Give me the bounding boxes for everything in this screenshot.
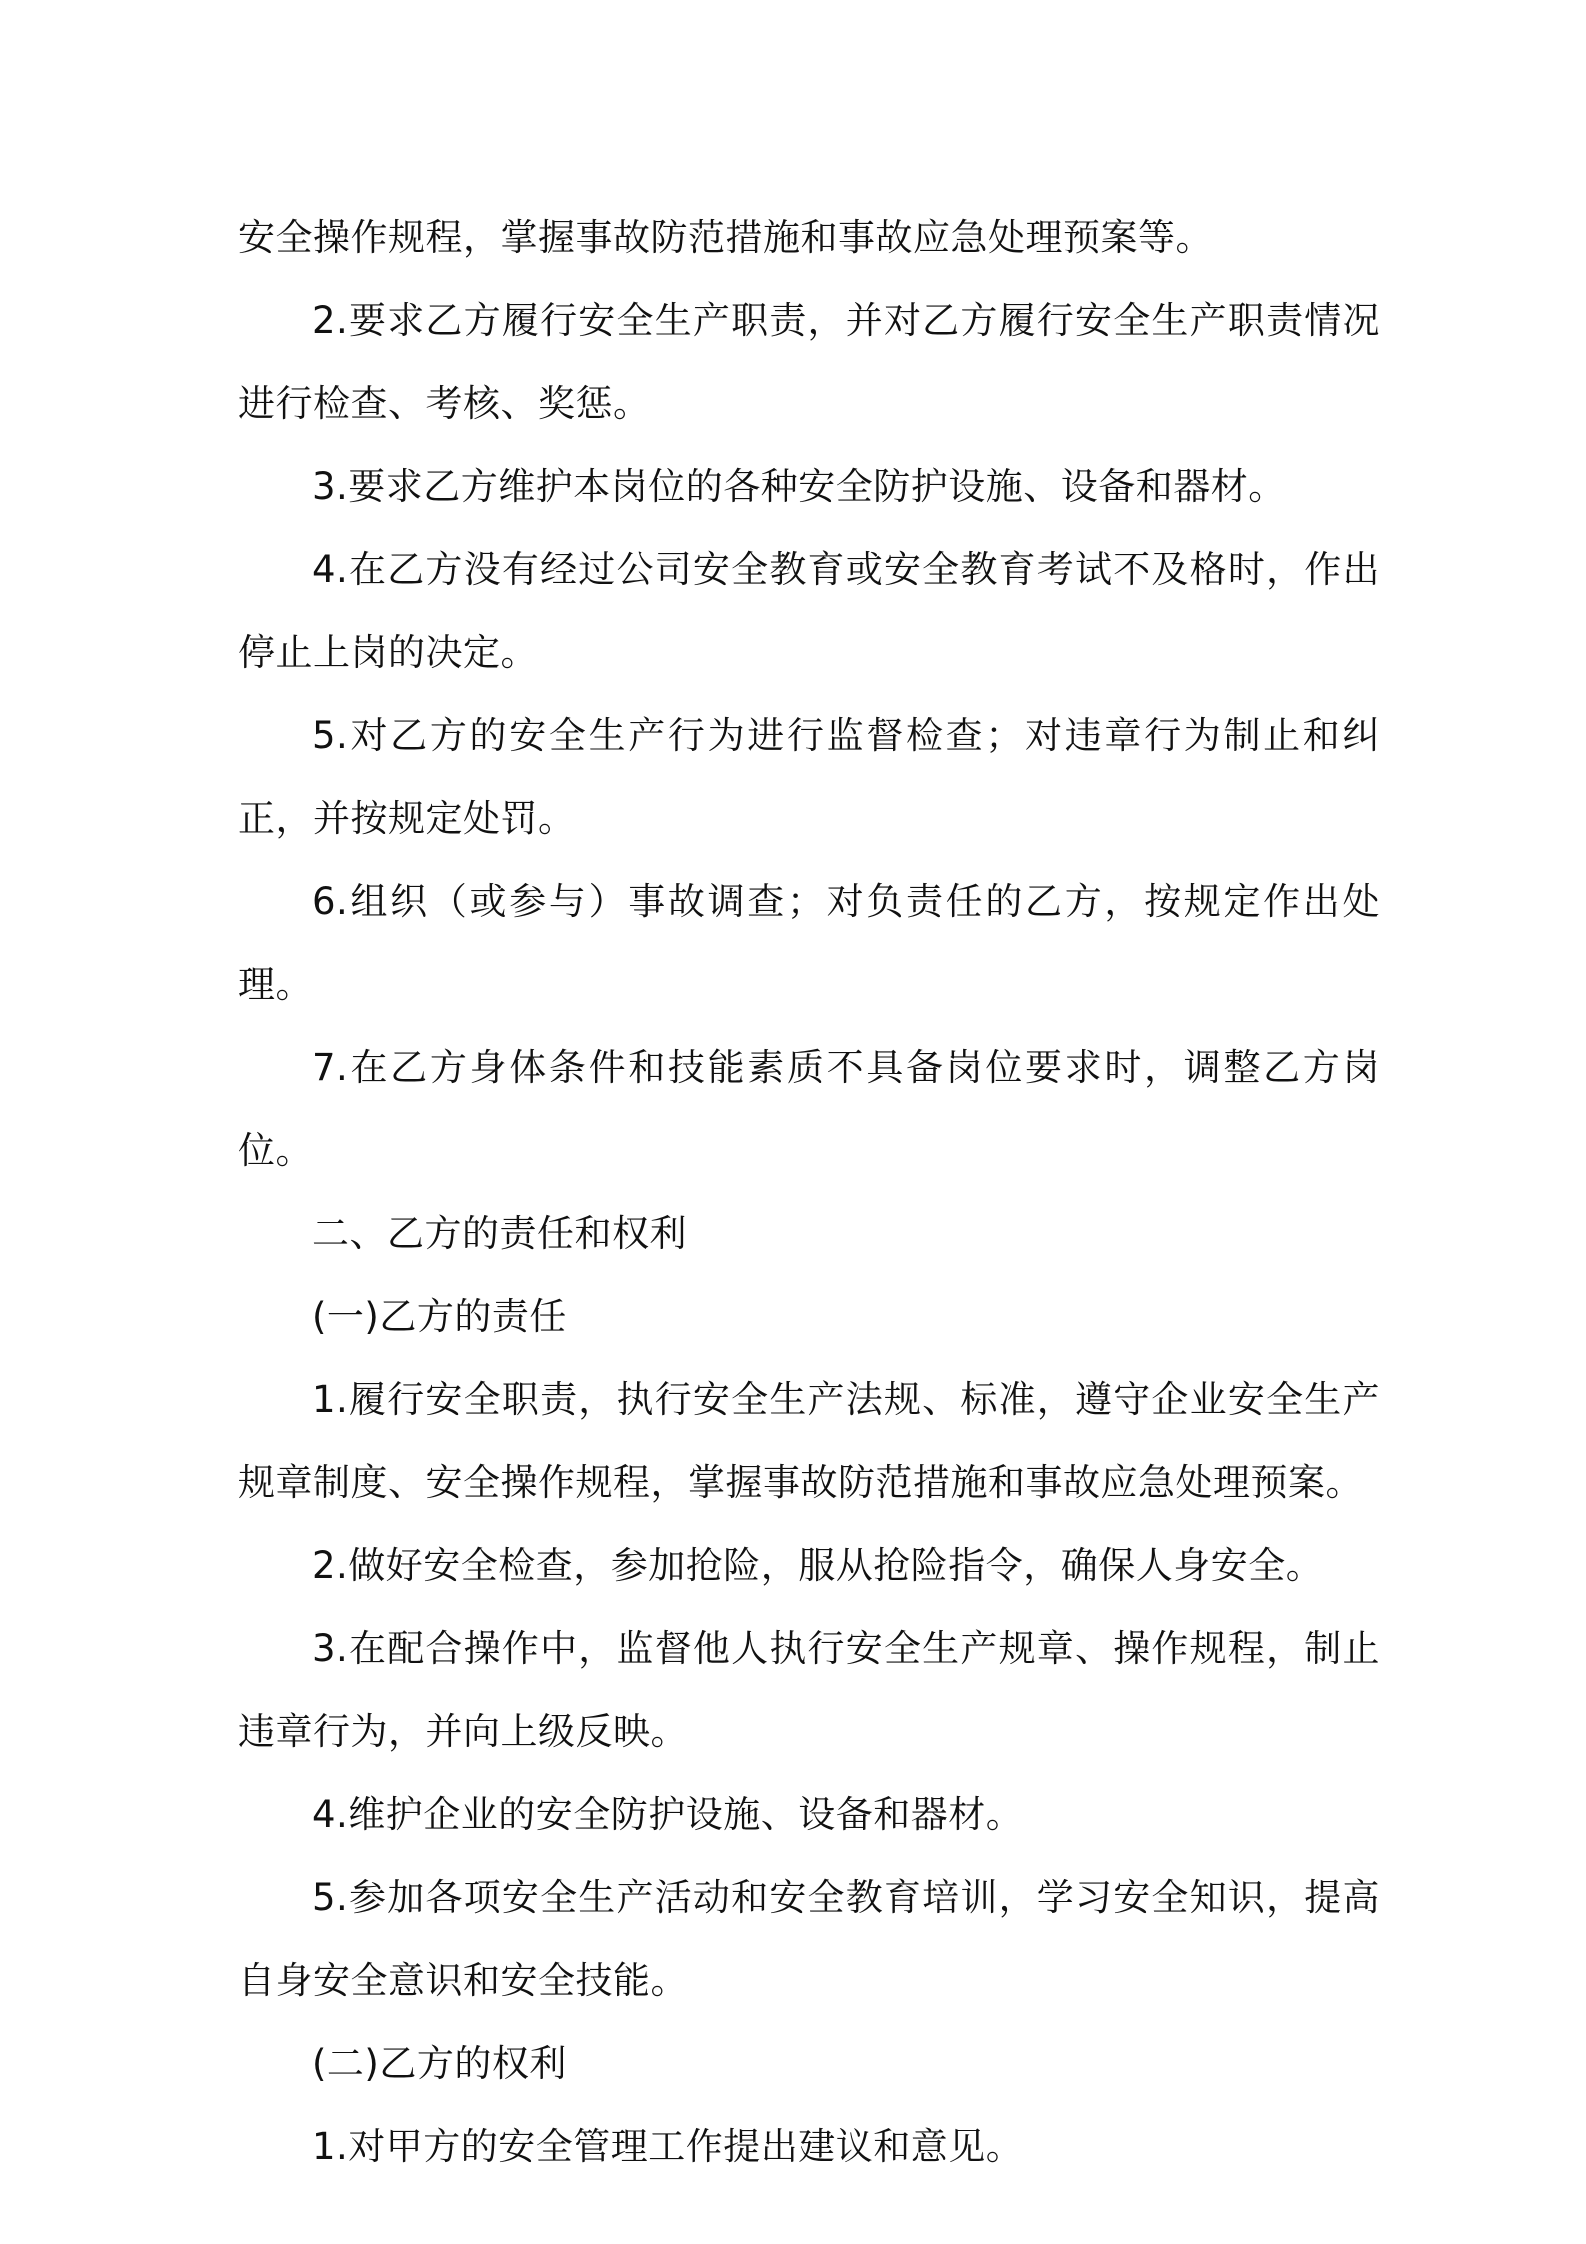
paragraph-13: 4.维护企业的安全防护设施、设备和器材。	[312, 1793, 1024, 1836]
paragraph-10: 1.履行安全职责，执行安全生产法规、标准，遵守企业安全生产规章制度、安全操作规程，掌握事故防范措施和事故应急处理预案。	[238, 1378, 1380, 1504]
paragraph-5: 5.对乙方的安全生产行为进行监督检查；对违章行为制止和纠正，并按规定处罚。	[238, 714, 1380, 840]
paragraph-14: 5.参加各项安全生产活动和安全教育培训，学习安全知识，提高自身安全意识和安全技能。	[238, 1876, 1380, 2002]
paragraph-7: 7.在乙方身体条件和技能素质不具备岗位要求时，调整乙方岗位。	[238, 1046, 1380, 1172]
paragraph-6: 6.组织（或参与）事故调查；对负责任的乙方，按规定作出处理。	[238, 880, 1380, 1006]
paragraph-3: 3.要求乙方维护本岗位的各种安全防护设施、设备和器材。	[312, 465, 1286, 508]
section-heading-party-b: 二、乙方的责任和权利	[312, 1212, 687, 1255]
paragraph-1: 安全操作规程，掌握事故防范措施和事故应急处理预案等。	[238, 216, 1213, 259]
paragraph-11: 2.做好安全检查，参加抢险，服从抢险指令，确保人身安全。	[312, 1544, 1324, 1587]
document-body	[238, 196, 1380, 2188]
subsection-heading-rights: (二)乙方的权利	[312, 2042, 567, 2085]
subsection-heading-responsibilities: (一)乙方的责任	[312, 1295, 567, 1338]
paragraph-2: 2.要求乙方履行安全生产职责，并对乙方履行安全生产职责情况进行检查、考核、奖惩。	[238, 299, 1380, 425]
paragraph-4: 4.在乙方没有经过公司安全教育或安全教育考试不及格时，作出停止上岗的决定。	[238, 548, 1380, 674]
paragraph-12: 3.在配合操作中，监督他人执行安全生产规章、操作规程，制止违章行为，并向上级反映。	[238, 1627, 1380, 1753]
paragraph-16: 1.对甲方的安全管理工作提出建议和意见。	[312, 2125, 1024, 2168]
